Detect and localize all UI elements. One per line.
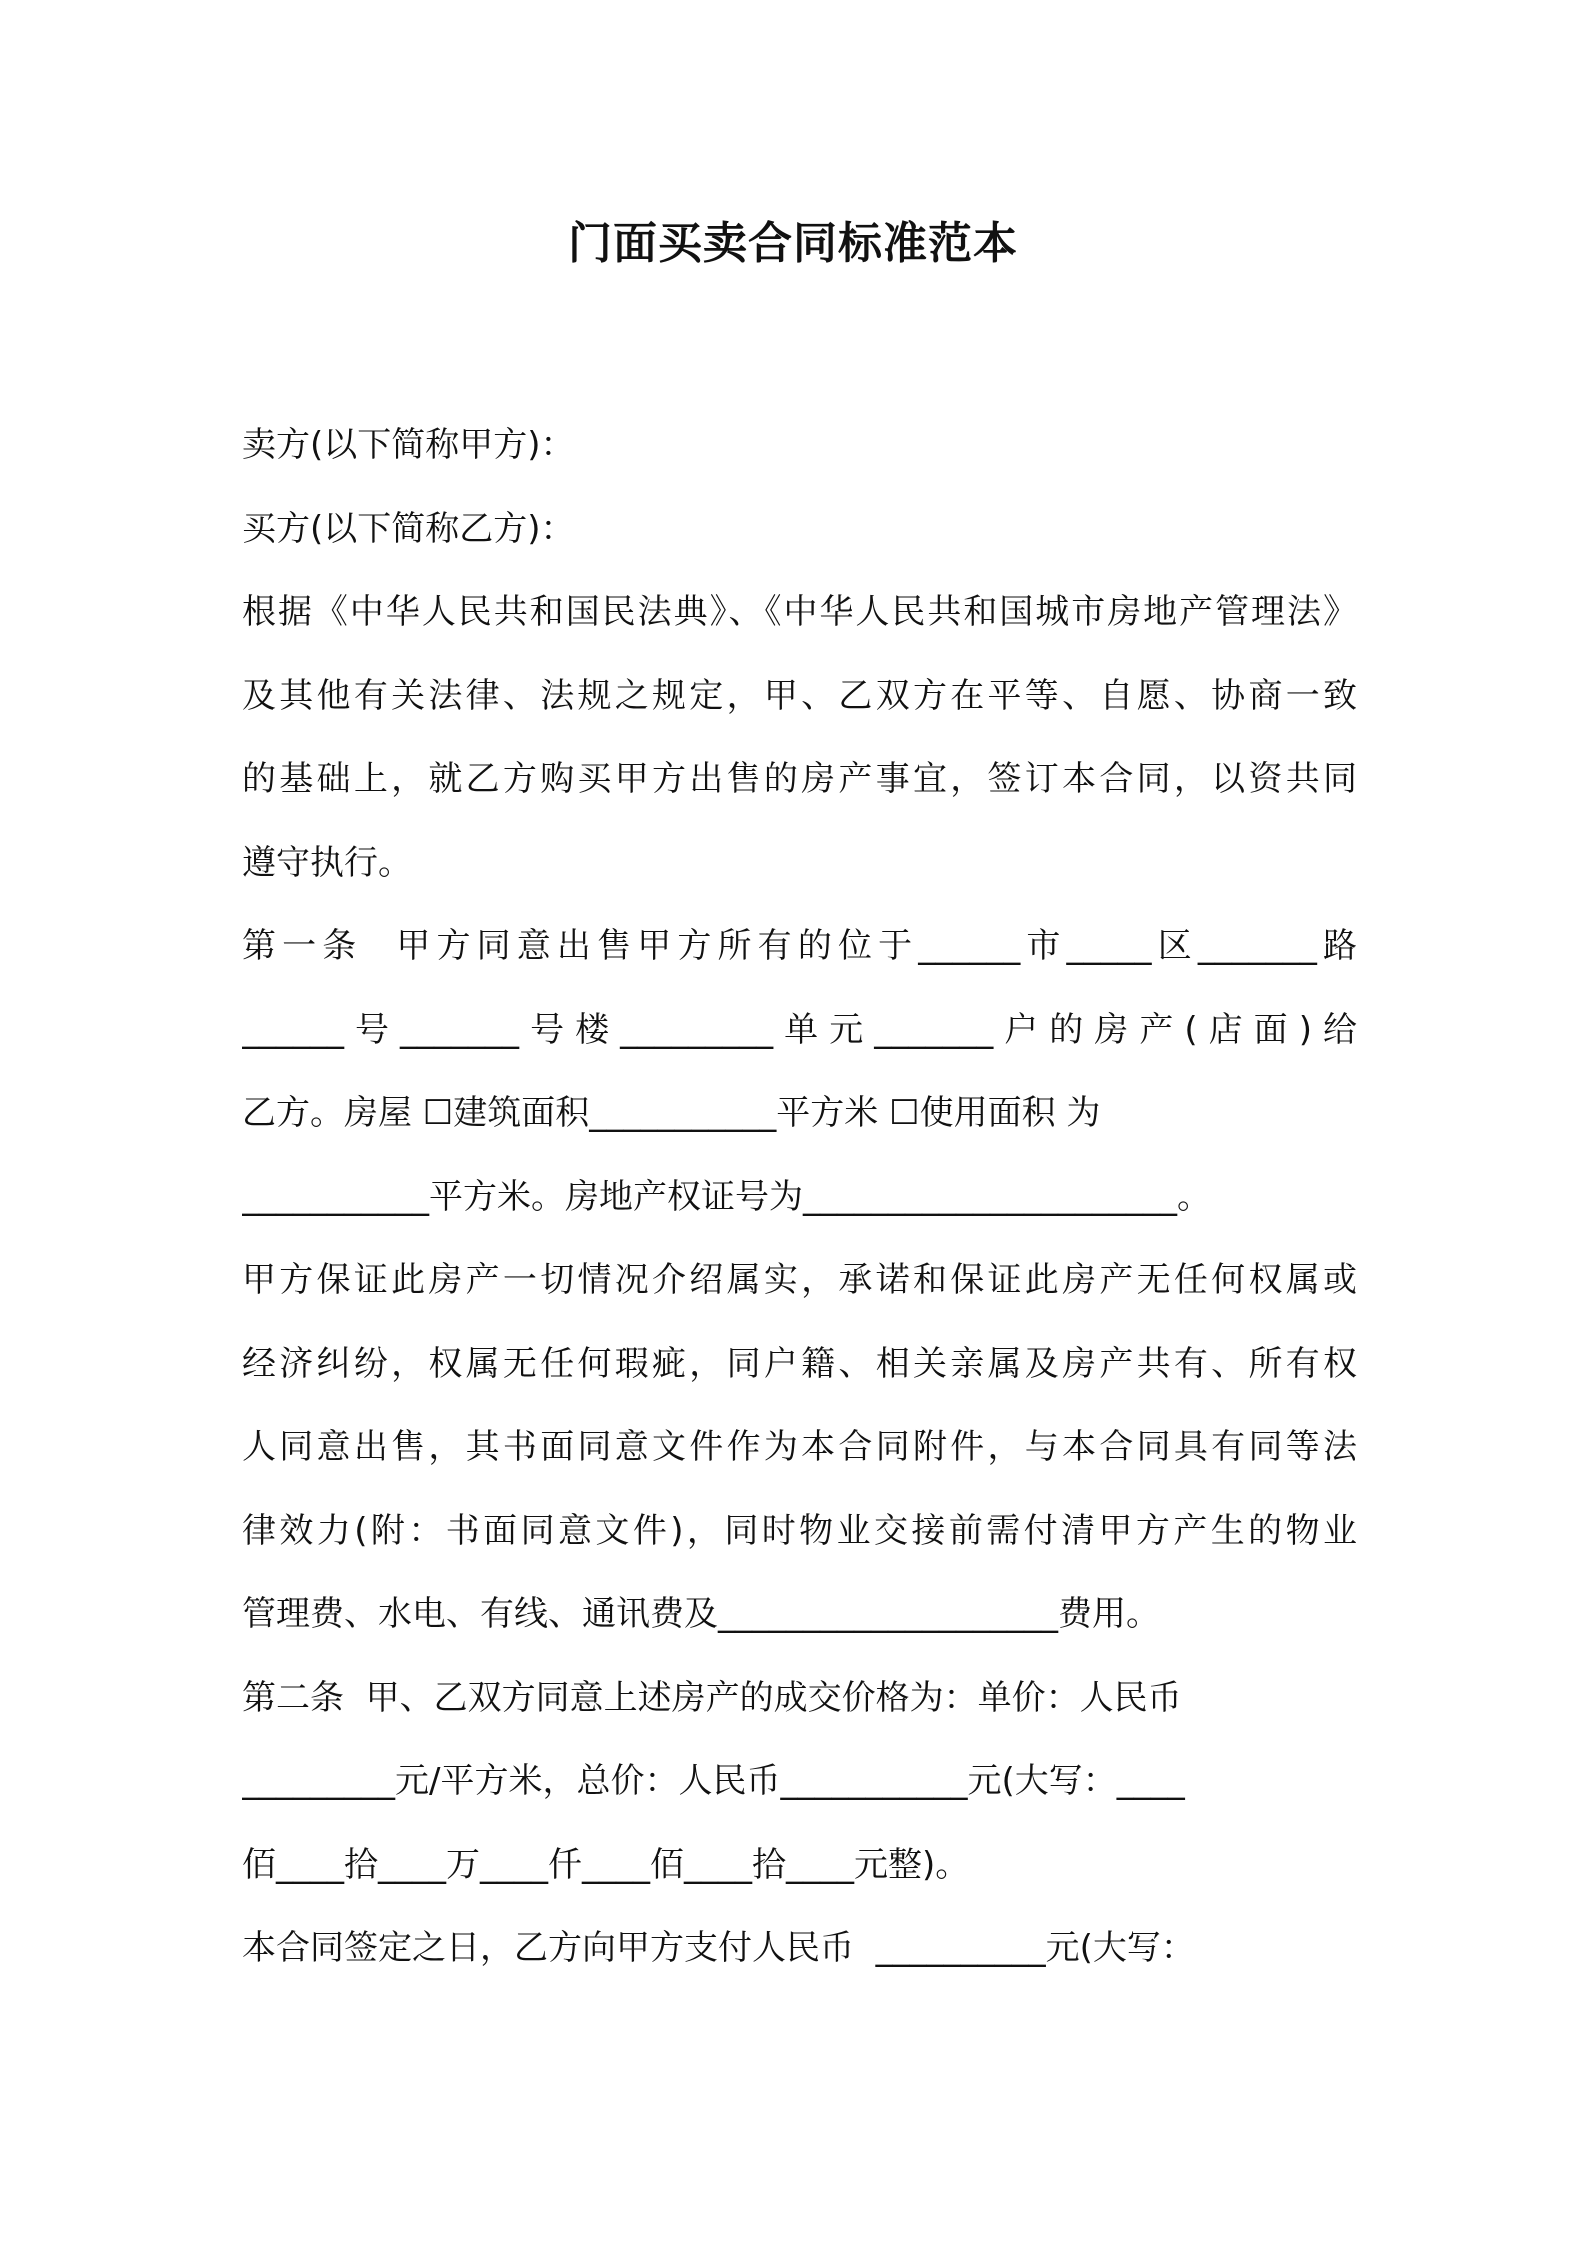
article-2-line-2: _________元/平方米，总价：人民币___________元(大写：____	[242, 1761, 1185, 1801]
guarantee-line-5: 管理费、水电、有线、通讯费及____________________费用。	[242, 1594, 1160, 1634]
document-title: 门面买卖合同标准范本	[568, 218, 1018, 269]
guarantee-line-3: 人同意出售，其书面同意文件作为本合同附件，与本合同具有同等法	[242, 1427, 1357, 1467]
article-2-line-1: 第二条 甲、乙双方同意上述房产的成交价格为：单价：人民币	[242, 1677, 1182, 1718]
guarantee-line-2: 经济纠纷，权属无任何瑕疵，同户籍、相关亲属及房产共有、所有权	[242, 1343, 1357, 1384]
article-1-line-2: ______号_______号楼_________单元_______户的房产(店面)给	[242, 1009, 1357, 1050]
article-2-line-3: 佰____拾____万____仟____佰____拾____元整)。	[242, 1844, 970, 1885]
contract-body	[242, 404, 1357, 1991]
guarantee-line-1: 甲方保证此房产一切情况介绍属实，承诺和保证此房产无任何权属或	[242, 1260, 1357, 1300]
article-1-line-3: 乙方。房屋 ☐建筑面积___________平方米 ☐使用面积 为	[242, 1093, 1101, 1133]
payment-line-1: 本合同签定之日，乙方向甲方支付人民币 __________元(大写：	[242, 1928, 1195, 1968]
preamble-line-2: 及其他有关法律、法规之规定，甲、乙双方在平等、自愿、协商一致	[242, 675, 1357, 716]
article-1-line-4: ___________平方米。房地产权证号为______________________。	[242, 1176, 1211, 1217]
guarantee-line-4: 律效力(附：书面同意文件)，同时物业交接前需付清甲方产生的物业	[242, 1510, 1357, 1551]
preamble-line-1: 根据《中华人民共和国民法典》、《中华人民共和国城市房地产管理法》	[242, 592, 1357, 632]
preamble-line-3: 的基础上，就乙方购买甲方出售的房产事宜，签订本合同，以资共同	[242, 759, 1357, 799]
seller-line: 卖方(以下简称甲方)：	[242, 425, 575, 465]
buyer-line: 买方(以下简称乙方)：	[242, 508, 575, 549]
preamble-line-4: 遵守执行。	[242, 842, 412, 883]
article-1-line-1: 第一条 甲方同意出售甲方所有的位于______市_____区_______路	[242, 926, 1357, 966]
